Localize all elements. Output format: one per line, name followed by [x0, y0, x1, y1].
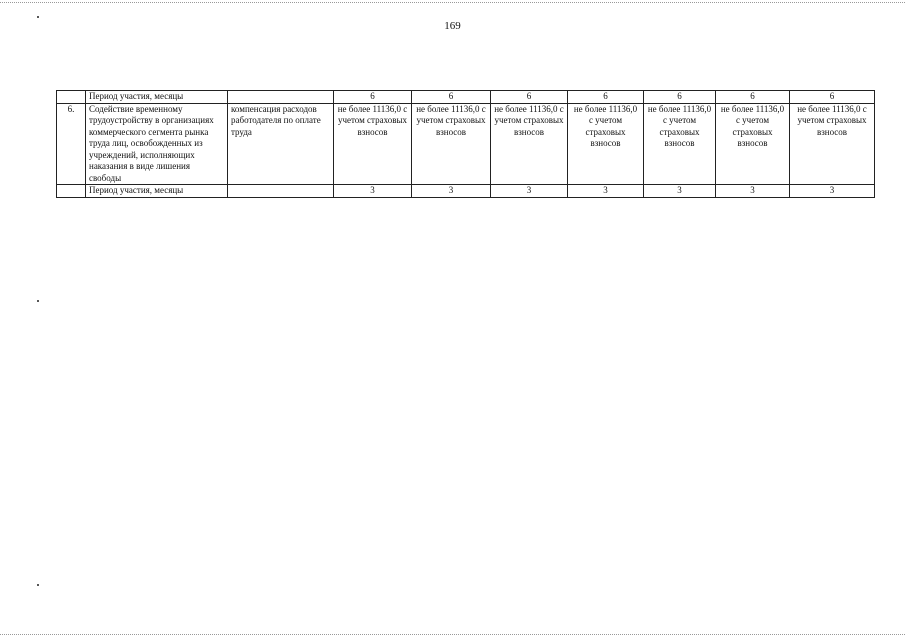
- value-cell: 3: [644, 185, 716, 198]
- table-row: [57, 185, 875, 198]
- page-number: 169: [444, 20, 461, 32]
- value-cell: 6: [412, 91, 491, 104]
- value-cell: не более 11136,0 с учетом страховых взносов: [334, 103, 412, 185]
- value-cell: 6: [644, 91, 716, 104]
- value-cell: 3: [334, 185, 412, 198]
- value-cell: 3: [412, 185, 491, 198]
- table-body: [57, 91, 875, 198]
- value-cell: не более 11136,0 с учетом страховых взносов: [790, 103, 875, 185]
- margin-mark: [37, 584, 39, 586]
- margin-mark: [37, 16, 39, 18]
- row-label-cell: Содействие временному трудоустройству в организациях коммерческого сегмента рынка труда лиц, освобожденных из учреждений, исполняющих наказания в виде лишения свободы: [86, 103, 228, 185]
- value-cell: 6: [790, 91, 875, 104]
- margin-mark: [37, 300, 39, 302]
- row-number-cell: [57, 185, 86, 198]
- value-cell: 3: [491, 185, 568, 198]
- value-cell: 3: [790, 185, 875, 198]
- measure-cell: [228, 91, 334, 104]
- value-cell: не более 11136,0 с учетом страховых взносов: [644, 103, 716, 185]
- table-row: [57, 103, 875, 185]
- value-cell: 6: [491, 91, 568, 104]
- measure-cell: [228, 185, 334, 198]
- value-cell: не более 11136,0 с учетом страховых взносов: [568, 103, 644, 185]
- row-label-cell: Период участия, месяцы: [86, 91, 228, 104]
- value-cell: не более 11136,0 с учетом страховых взносов: [491, 103, 568, 185]
- top-scan-edge: [0, 2, 905, 3]
- table-row: [57, 91, 875, 104]
- bottom-scan-edge: [0, 634, 905, 635]
- row-number-cell: [57, 91, 86, 104]
- value-cell: 6: [334, 91, 412, 104]
- value-cell: 3: [568, 185, 644, 198]
- measure-cell: компенсация расходов работодателя по оплате труда: [228, 103, 334, 185]
- value-cell: 6: [716, 91, 790, 104]
- measures-table: [56, 90, 875, 198]
- value-cell: 6: [568, 91, 644, 104]
- value-cell: 3: [716, 185, 790, 198]
- row-label-cell: Период участия, месяцы: [86, 185, 228, 198]
- value-cell: не более 11136,0 с учетом страховых взносов: [716, 103, 790, 185]
- row-number-cell: 6.: [57, 103, 86, 185]
- value-cell: не более 11136,0 с учетом страховых взносов: [412, 103, 491, 185]
